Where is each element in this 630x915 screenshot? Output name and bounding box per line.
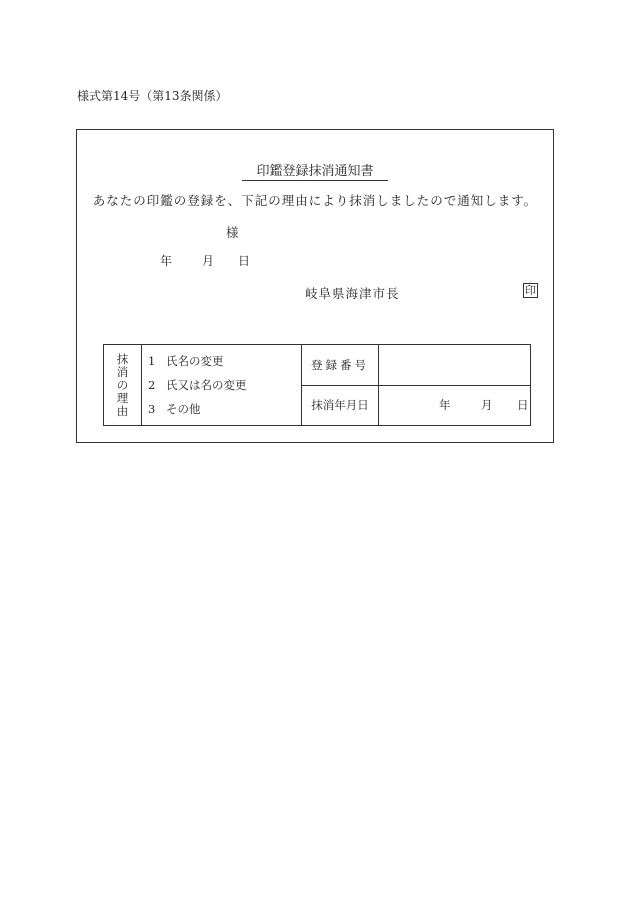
reason-header-char: 抹 xyxy=(116,351,129,366)
reason-header-char: 消 xyxy=(116,364,129,379)
reason-header-char: 由 xyxy=(116,403,129,418)
issue-date-day: 日 xyxy=(238,254,251,268)
registration-number-label: 登録番号 xyxy=(302,345,379,386)
notice-text: あなたの印鑑の登録を、下記の理由により抹消しましたので通知します。 xyxy=(92,193,538,208)
deletion-date-month: 月 xyxy=(481,398,493,413)
reason-table xyxy=(103,344,531,426)
deletion-date-label: 抹消年月日 xyxy=(302,385,379,426)
deletion-date-year: 年 xyxy=(439,398,451,413)
reason-header-char: の xyxy=(116,377,129,392)
deletion-date-value xyxy=(379,385,531,426)
reason-header xyxy=(104,345,142,426)
issuer-name: 岐阜県海津市長 xyxy=(305,286,400,301)
registration-number-value xyxy=(379,345,531,386)
addressee-suffix: 様 xyxy=(226,225,239,240)
issue-date-month: 月 xyxy=(202,254,215,268)
reason-item: 1 氏名の変更 xyxy=(148,354,224,368)
reason-item: 2 氏又は名の変更 xyxy=(148,378,247,392)
notice-frame xyxy=(76,129,554,443)
document-title xyxy=(77,160,553,179)
reason-header-char: 理 xyxy=(116,390,129,405)
form-number: 様式第14号（第13条関係） xyxy=(77,89,228,103)
reason-item: 3 その他 xyxy=(148,402,201,416)
document-title-text: 印鑑登録抹消通知書 xyxy=(242,164,387,181)
reason-items xyxy=(142,345,302,426)
issue-date-year: 年 xyxy=(160,254,173,268)
seal-mark: 印 xyxy=(525,284,536,297)
issue-date xyxy=(160,252,250,269)
deletion-date-day: 日 xyxy=(517,398,529,413)
